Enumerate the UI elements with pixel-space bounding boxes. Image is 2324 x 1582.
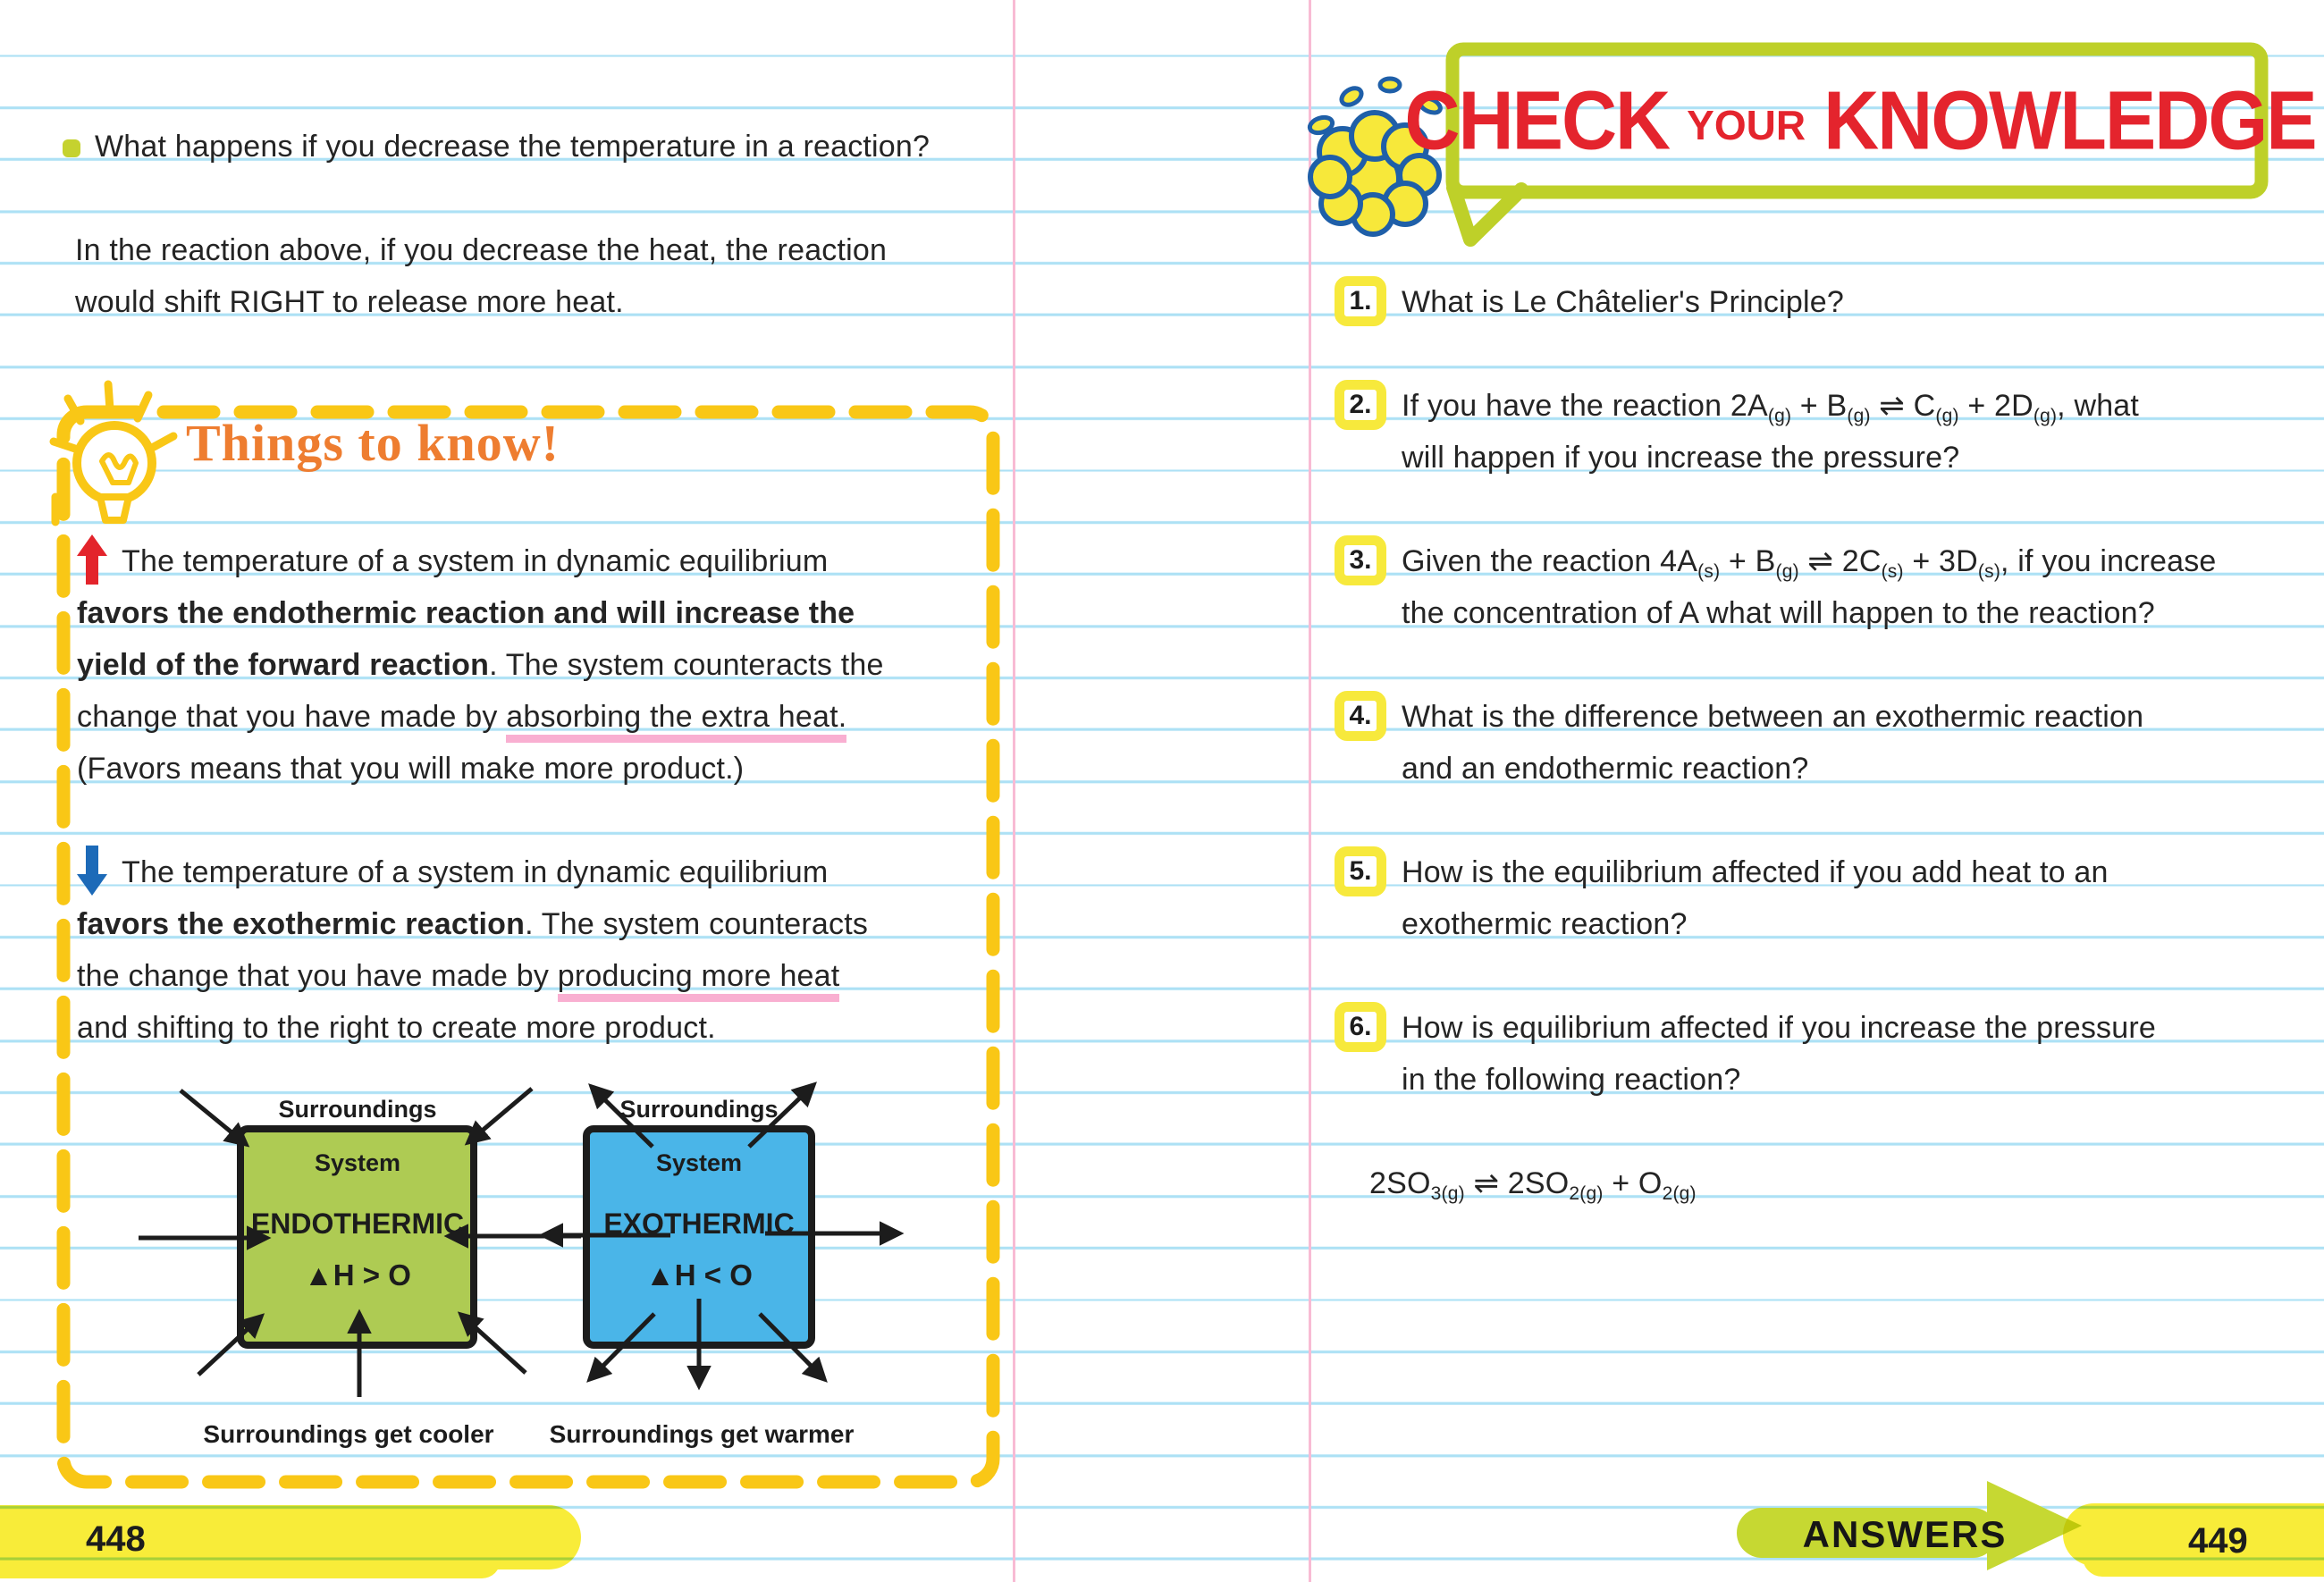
temp-down-paragraph: The temperature of a system in dynamic equilibrium favors the exothermic reaction. The system counteracts the change that you have made by producing more heat and shifting to the right to create more product. <box>77 855 869 1045</box>
endothermic-title: ENDOTHERMIC <box>250 1208 465 1240</box>
exo-delta-h: ▲H < O <box>645 1258 753 1292</box>
question-6-number: 6. <box>1335 1002 1386 1052</box>
question-4-number: 4. <box>1335 691 1386 741</box>
endo-system-label: System <box>314 1149 401 1176</box>
answers-label: ANSWERS <box>1802 1513 2008 1555</box>
endo-surroundings-label: Surroundings <box>278 1096 437 1123</box>
temp-up-paragraph: The temperature of a system in dynamic equilibrium favors the endothermic reaction and will increase the yield of the forward reaction. The system counteracts the change that you have made by absorbing the extra heat. (Favors means that you will make more product.) <box>77 544 884 786</box>
question-3-number: 3. <box>1335 535 1386 585</box>
question-4-text: What is the difference between an exothermic reaction and an endothermic reaction? <box>1402 700 2144 786</box>
exothermic-title: EXOTHERMIC <box>603 1208 795 1240</box>
header-word-your: YOUR <box>1687 102 1806 148</box>
question-2-text: If you have the reaction $2A_{(g)} + B_{(g)}$ ⇌ $C_{(g)} + 2D_{(g)}$, what will happen if you increase the pressure? <box>1402 389 2140 475</box>
question-6-equation: $2SO_{3(g)}$ ⇌ $2SO_{2(g)} + O_{2(g)}$ <box>1369 1166 1697 1204</box>
review-question: What happens if you decrease the temperature in a reaction? <box>95 130 930 164</box>
page-449-highlight <box>2047 1494 2324 1582</box>
endo-delta-h: ▲H > O <box>304 1258 411 1292</box>
intro-paragraph: In the reaction above, if you decrease the heat, the reaction would shift RIGHT to release more heat. <box>75 233 888 319</box>
energy-diagrams <box>134 1071 947 1473</box>
question-6-text: How is equilibrium affected if you increase the pressure in the following reaction? <box>1402 1011 2156 1097</box>
endo-caption: Surroundings get cooler <box>203 1420 494 1448</box>
lightbulb-icon <box>43 372 186 537</box>
check-your-knowledge-title <box>1404 55 2316 186</box>
exo-system-label: System <box>655 1149 743 1176</box>
question-1-number: 1. <box>1335 276 1386 326</box>
question-5-text: How is the equilibrium affected if you add heat to an exothermic reaction? <box>1402 855 2109 941</box>
left-page-margin-line <box>1013 0 1015 1582</box>
page-number-left: 448 <box>86 1519 146 1559</box>
question-3-text: Given the reaction $4A_{(s)} + B_{(g)}$ ⇌ $2C_{(s)} + 3D_{(s)}$, if you increase the concentration of A what will happen to the reaction? <box>1402 544 2217 630</box>
exo-surroundings-label: Surroundings <box>619 1096 779 1123</box>
question-5-number: 5. <box>1335 846 1386 896</box>
question-1-text: What is Le Châtelier's Principle? <box>1402 285 1844 319</box>
header-word-knowledge: KNOWLEDGE <box>1823 73 2316 167</box>
bullet-square-icon <box>63 139 80 157</box>
header-word-check: CHECK <box>1404 73 1670 167</box>
question-2-number: 2. <box>1335 380 1386 430</box>
exo-caption: Surroundings get warmer <box>549 1420 855 1448</box>
things-to-know-title: Things to know! <box>186 414 560 472</box>
page-number-right: 449 <box>2188 1521 2248 1561</box>
